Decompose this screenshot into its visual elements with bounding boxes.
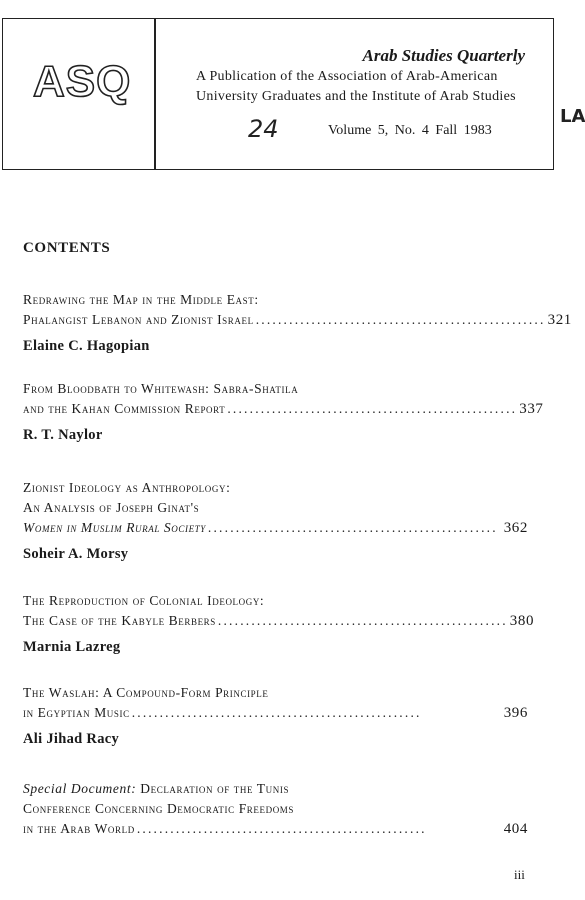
entry-title-text: The Case of the Kabyle Berbers (23, 613, 216, 628)
entry-title-line (23, 779, 528, 799)
masthead-divider (154, 19, 156, 169)
toc-entry[interactable] (23, 290, 572, 355)
handwritten-number: 24 (248, 115, 279, 143)
entry-title-text: in Egyptian Music (23, 705, 130, 720)
dot-leader: .................................................... (227, 401, 518, 416)
page-number: 362 (503, 520, 528, 536)
page-number: 380 (509, 613, 535, 629)
entry-author: Marnia Lazreg (23, 639, 121, 655)
entry-title-line (23, 799, 528, 819)
issue-line: Volume 5, No. 4 Fall 1983 (328, 123, 492, 138)
entry-title-text: Phalangist Lebanon and Zionist Israel (23, 312, 254, 327)
entry-title-text: Conference Concerning Democratic Freedoms (23, 801, 295, 816)
toc-entry[interactable] (23, 779, 528, 839)
page-folio: iii (514, 867, 525, 882)
publication-line-2: University Graduates and the Institute of Arab Studies (196, 89, 516, 104)
entry-title-line (23, 611, 535, 631)
entry-title-text: Declaration of the Tunis (140, 781, 290, 796)
page-number: 404 (503, 821, 528, 837)
entry-title-text: The Waslah: A Compound-Form Principle (23, 685, 269, 700)
toc-entry[interactable] (23, 379, 544, 444)
toc-entry[interactable] (23, 478, 528, 563)
entry-title-line (23, 703, 528, 723)
entry-title-text: in the Arab World (23, 821, 135, 836)
entry-title-line (23, 379, 528, 399)
entry-title-text: and the Kahan Commission Report (23, 401, 226, 416)
entry-title-line (23, 819, 528, 839)
contents-heading: CONTENTS (23, 240, 111, 256)
entry-title-text: From Bloodbath to Whitewash: Sabra-Shatila (23, 381, 299, 396)
dot-leader: .................................................... (136, 821, 427, 836)
entry-title-text: Women in Muslim Rural Society (23, 520, 206, 535)
dot-leader: .................................................... (255, 312, 546, 327)
toc-entry[interactable] (23, 683, 528, 748)
entry-title-text: An Analysis of Joseph Ginat's (23, 500, 200, 515)
entry-title-line (23, 290, 528, 310)
entry-author: R. T. Naylor (23, 427, 103, 443)
entry-title-line (23, 683, 528, 703)
publication-line-1: A Publication of the Association of Arab-American (196, 69, 498, 84)
masthead-box (2, 18, 554, 170)
page-number: 396 (503, 705, 528, 721)
entry-title-line (23, 310, 572, 330)
handwritten-side-mark: LA (560, 106, 585, 127)
dot-leader: .................................................... (131, 705, 422, 720)
entry-author: Ali Jihad Racy (23, 731, 120, 747)
entry-title-text: Zionist Ideology as Anthropology: (23, 480, 231, 495)
page-number: 337 (519, 401, 544, 417)
entry-title-line (23, 518, 528, 538)
dot-leader: .................................................... (217, 613, 508, 628)
entry-title-line (23, 498, 528, 518)
entry-title-line (23, 478, 528, 498)
page-number: 321 (547, 312, 572, 328)
journal-title: Arab Studies Quarterly (362, 46, 525, 65)
entry-author: Elaine C. Hagopian (23, 338, 150, 354)
entry-title-text: Redrawing the Map in the Middle East: (23, 292, 259, 307)
entry-author: Soheir A. Morsy (23, 546, 129, 562)
entry-title-line (23, 399, 544, 419)
asq-logo: ASQ (33, 57, 132, 106)
entry-title-text: The Reproduction of Colonial Ideology: (23, 593, 265, 608)
entry-title-prefix: Special Document: (23, 781, 137, 796)
dot-leader: .................................................... (207, 520, 498, 535)
toc-entry[interactable] (23, 591, 535, 656)
entry-title-line (23, 591, 528, 611)
